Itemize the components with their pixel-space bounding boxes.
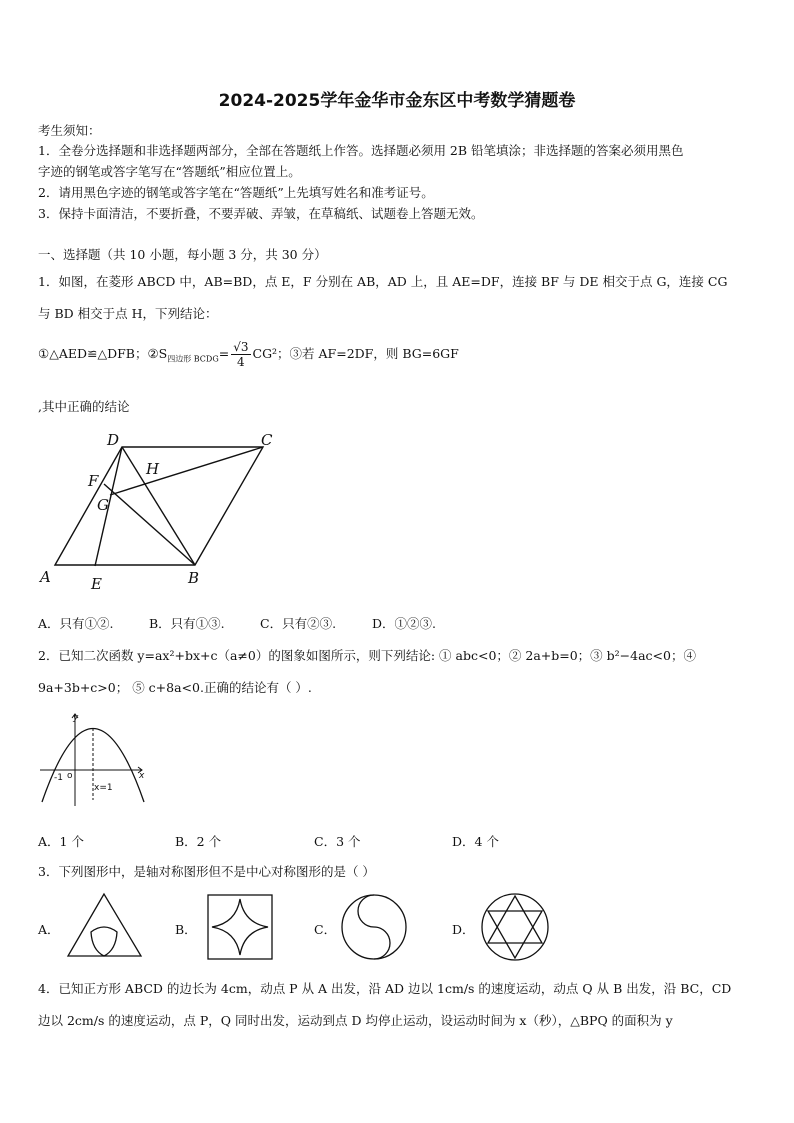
star-in-square-figure: [206, 893, 274, 961]
q1-conclusions: [38, 340, 459, 369]
label-H: H: [146, 460, 160, 478]
label-B: B: [188, 569, 200, 587]
label-G: G: [97, 496, 109, 514]
q1-option-b[interactable]: B．只有①③.: [149, 616, 225, 631]
q1-option-d[interactable]: D．①②③.: [372, 616, 436, 631]
graph-x-label: x: [139, 771, 145, 781]
q1-equals: =: [218, 346, 230, 361]
notice-item-1b: 字迹的钢笔或答字笔写在“答题纸”相应位置上。: [38, 164, 301, 179]
q1-conclusion-2-3: CG²；③若 AF=2DF，则 BG=6GF: [252, 346, 459, 361]
notice-item-3: 3．保持卡面清洁，不要折叠，不要弄破、弄皱，在草稿纸、试题卷上答题无效。: [38, 206, 484, 221]
q2-stem-line1: 2．已知二次函数 y=ax²+bx+c（a≠0）的图象如图所示，则下列结论: ① abc<0；② 2a+b=0；③ b²−4ac<0；④: [38, 648, 696, 663]
page-title: 2024-2025学年金华市金东区中考数学猜题卷: [218, 91, 576, 111]
parabola-graph: [38, 710, 158, 810]
q2-option-a[interactable]: A．1 个: [38, 834, 84, 849]
q1-option-c[interactable]: C．只有②③.: [260, 616, 337, 631]
hexagram-in-circle-figure: [479, 891, 551, 963]
q3-option-c[interactable]: C．: [314, 922, 337, 937]
q2-option-b[interactable]: B．2 个: [175, 834, 222, 849]
notice-item-1a: 1．全卷分选择题和非选择题两部分，全部在答题纸上作答。选择题必须用 2B 铅笔填涂；非选择题的答案必须用黑色: [38, 143, 684, 158]
q1-stem-line2: 与 BD 相交于点 H，下列结论：: [38, 306, 218, 321]
q3-option-a[interactable]: A．: [38, 922, 60, 937]
q1-stem-line1: 1．如图，在菱形 ABCD 中，AB=BD，点 E，F 分别在 AB，AD 上，且 AE=DF，连接 BF 与 DE 相交于点 G，连接 CG: [38, 274, 728, 289]
label-F: F: [88, 472, 99, 490]
q3-option-d[interactable]: D．: [452, 922, 475, 937]
sqrt3-over-4-fraction: [231, 340, 250, 369]
section-heading: 一、选择题（共 10 小题，每小题 3 分，共 30 分）: [38, 247, 327, 262]
fraction-denominator: 4: [237, 355, 245, 369]
reuleaux-triangle-figure: [66, 892, 146, 958]
notice-heading: 考生须知：: [38, 123, 101, 138]
label-A: A: [40, 568, 51, 586]
q2-stem-line2: 9a+3b+c>0； ⑤ c+8a<0.正确的结论有（ ）.: [38, 680, 312, 695]
q1-conclusion-1: ①△AED≌△DFB；②S: [38, 346, 168, 361]
q4-stem-line1: 4．已知正方形 ABCD 的边长为 4cm，动点 P 从 A 出发，沿 AD 边以 1cm/s 的速度运动，动点 Q 从 B 出发，沿 BC，CD: [38, 981, 732, 996]
q2-option-d[interactable]: D．4 个: [452, 834, 499, 849]
graph-neg1-label: -1: [54, 773, 63, 783]
label-D: D: [107, 431, 120, 449]
label-E: E: [91, 575, 102, 593]
q1-stem-tail: ,其中正确的结论: [38, 399, 130, 414]
graph-axis-of-symmetry-label: x=1: [94, 783, 113, 793]
notice-item-2: 2．请用黑色字迹的钢笔或答字笔在“答题纸”上先填写姓名和准考证号。: [38, 185, 434, 200]
q1-area-subscript: 四边形 BCDG: [167, 354, 219, 364]
q3-option-b[interactable]: B．: [175, 922, 197, 937]
label-C: C: [261, 431, 273, 449]
rhombus-figure: [35, 425, 285, 595]
q1-option-a[interactable]: A．只有①②.: [38, 616, 114, 631]
graph-origin-label: o: [67, 771, 73, 781]
graph-y-label: y: [73, 713, 79, 723]
fraction-numerator: √3: [233, 340, 249, 354]
q4-stem-line2: 边以 2cm/s 的速度运动，点 P，Q 同时出发，运动到点 D 均停止运动，设运动时间为 x（秒），△BPQ 的面积为 y: [38, 1013, 673, 1028]
yin-yang-figure: [339, 892, 409, 962]
q2-option-c[interactable]: C．3 个: [314, 834, 361, 849]
q3-stem: 3．下列图形中，是轴对称图形但不是中心对称图形的是（ ）: [38, 864, 375, 879]
